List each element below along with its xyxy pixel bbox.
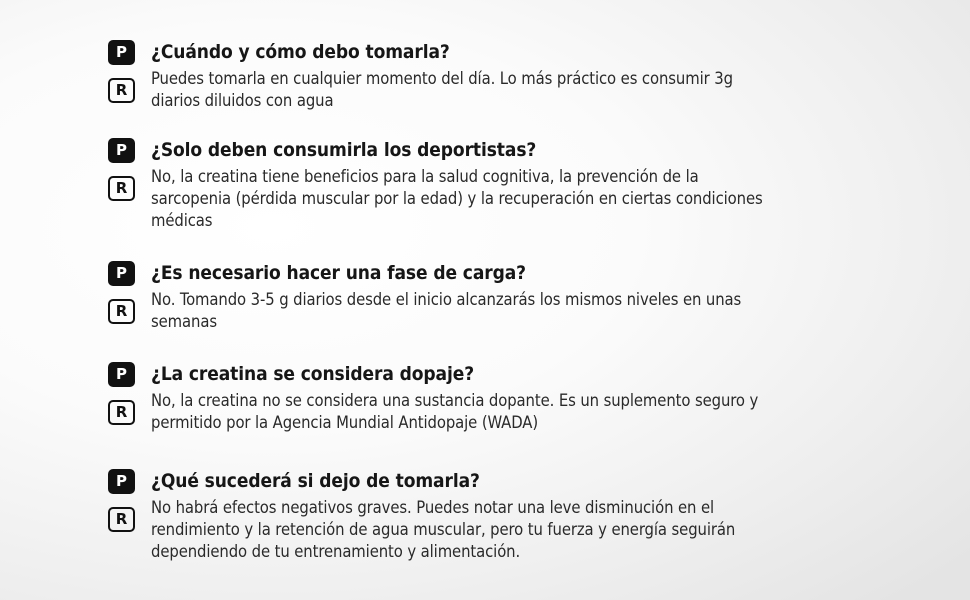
answer-badge: R: [108, 78, 135, 103]
faq-question: ¿Cuándo y cómo debo tomarla?: [151, 41, 450, 63]
faq-question: ¿Solo deben consumirla los deportistas?: [151, 139, 537, 161]
faq-question: ¿Qué sucederá si dejo de tomarla?: [151, 470, 480, 492]
faq-item: [108, 138, 768, 232]
faq-answer: No, la creatina tiene beneficios para la salud cognitiva, la prevención de la sarcopenia (pérdida muscular por la edad) y la recuperación en ciertas condiciones médicas: [151, 167, 763, 230]
faq-question: ¿Es necesario hacer una fase de carga?: [151, 262, 526, 284]
faq-item: [108, 362, 768, 434]
faq-answer: Puedes tomarla en cualquier momento del día. Lo más práctico es consumir 3g diarios diluidos con agua: [151, 69, 733, 110]
question-badge: P: [108, 138, 135, 163]
question-badge: P: [108, 261, 135, 286]
faq-item: [108, 469, 768, 563]
question-badge: P: [108, 469, 135, 494]
faq-answer: No habrá efectos negativos graves. Puedes notar una leve disminución en el rendimiento y la retención de agua muscular, pero tu fuerza y energía seguirán dependiendo de tu entrenamiento y alimentación.: [151, 498, 736, 561]
faq-item: [108, 40, 768, 112]
faq-answer: No, la creatina no se considera una sustancia dopante. Es un suplemento seguro y permitido por la Agencia Mundial Antidopaje (WADA): [151, 391, 759, 432]
faq-item: [108, 261, 768, 333]
answer-badge: R: [108, 299, 135, 324]
faq-question: ¿La creatina se considera dopaje?: [151, 363, 475, 385]
question-badge: P: [108, 362, 135, 387]
answer-badge: R: [108, 507, 135, 532]
answer-badge: R: [108, 400, 135, 425]
question-badge: P: [108, 40, 135, 65]
answer-badge: R: [108, 176, 135, 201]
faq-answer: No. Tomando 3-5 g diarios desde el inicio alcanzarás los mismos niveles en unas semanas: [151, 290, 742, 331]
